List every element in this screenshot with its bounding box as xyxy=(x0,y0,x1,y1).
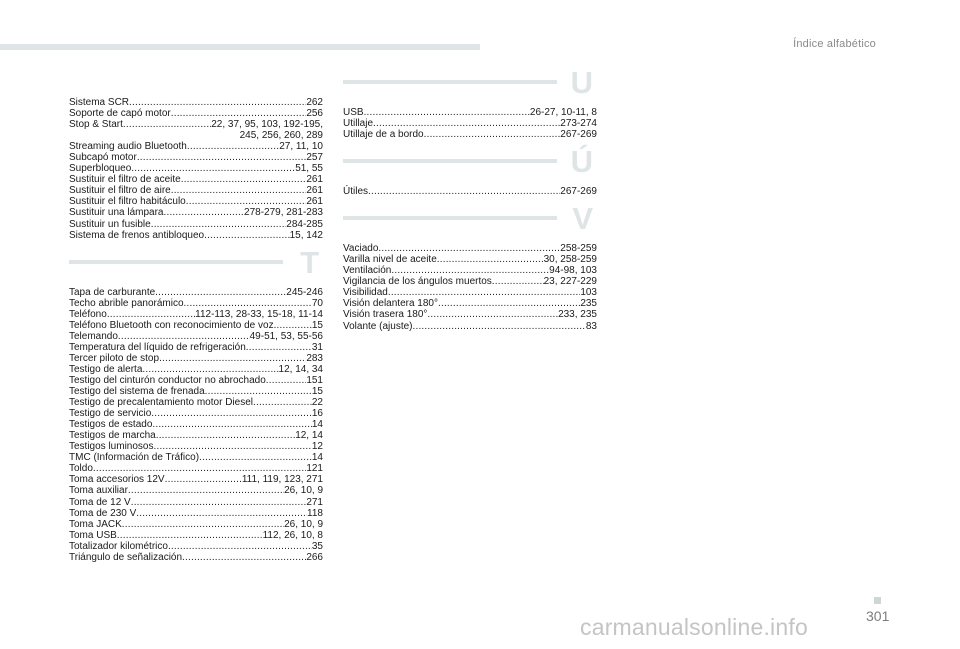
index-term: Útiles xyxy=(343,186,369,198)
index-entry xyxy=(69,163,323,174)
index-entry xyxy=(343,287,597,298)
index-term: Sistema SCR xyxy=(69,97,130,108)
dot-leader xyxy=(155,287,286,298)
index-term: Techo abrible panorámico xyxy=(69,297,184,309)
index-pages: 94-98, 103 xyxy=(549,265,597,277)
index-term: Sustituir una lámpara xyxy=(69,207,164,219)
index-pages: 70 xyxy=(311,297,323,309)
index-entry xyxy=(343,321,597,332)
dot-leader xyxy=(184,298,312,309)
index-pages: 245-246 xyxy=(286,286,323,298)
index-pages: 103 xyxy=(580,287,597,299)
index-term: USB xyxy=(343,107,364,118)
index-pages: 22, 37, 95, 103, 192-195, xyxy=(211,119,323,131)
index-pages: 118 xyxy=(307,507,323,519)
dot-leader xyxy=(136,508,307,519)
index-term: Sustituir el filtro de aceite xyxy=(69,174,181,186)
index-term: Utillaje de a bordo xyxy=(343,129,424,141)
index-term: Testigo de precalentamiento motor Diesel xyxy=(69,397,253,409)
index-entry xyxy=(69,497,323,508)
index-pages: 12 xyxy=(311,441,323,453)
dot-leader xyxy=(378,243,560,254)
dot-leader xyxy=(137,152,306,163)
index-entry xyxy=(69,364,323,375)
index-entry xyxy=(69,386,323,397)
index-entry xyxy=(69,419,323,430)
index-pages: 12, 14, 34 xyxy=(278,363,323,375)
index-term: Testigo de servicio xyxy=(69,408,152,420)
index-entry xyxy=(343,243,597,254)
index-pages: 267-269 xyxy=(560,186,597,198)
index-entry xyxy=(343,276,597,287)
index-term: Streaming audio Bluetooth xyxy=(69,141,187,153)
section-letter: U xyxy=(570,65,593,100)
index-pages: 278-279, 281-283 xyxy=(244,207,323,219)
index-pages: 261 xyxy=(306,185,323,197)
dot-leader xyxy=(122,519,284,530)
index-pages: 31 xyxy=(311,341,323,353)
index-pages: 266 xyxy=(306,551,323,563)
index-entry xyxy=(69,530,323,541)
index-term: Superbloqueo xyxy=(69,163,132,175)
index-term: Vigilancia de los ángulos muertos xyxy=(343,276,492,288)
section-bar xyxy=(343,159,557,163)
dot-leader xyxy=(123,119,211,130)
index-pages: 15, 142 xyxy=(289,229,323,241)
index-term: Toma auxiliar xyxy=(69,485,128,497)
dot-leader xyxy=(187,141,279,152)
index-term: Toma accesorios 12V xyxy=(69,474,165,486)
dot-leader xyxy=(117,530,263,541)
index-pages: 26-27, 10-11, 8 xyxy=(529,107,597,118)
dot-leader xyxy=(131,163,295,174)
index-term: Utillaje xyxy=(343,118,374,130)
dot-leader xyxy=(118,331,250,342)
dot-leader xyxy=(171,185,307,196)
index-pages: 83 xyxy=(585,320,597,332)
index-pages: 16 xyxy=(311,408,323,420)
index-entry xyxy=(69,119,323,130)
dot-leader xyxy=(93,463,306,474)
index-entry xyxy=(69,130,323,141)
dot-leader xyxy=(437,254,544,265)
index-term: Totalizador kilométrico xyxy=(69,540,168,552)
index-term: Sustituir un fusible xyxy=(69,218,151,230)
index-entry xyxy=(69,463,323,474)
dot-leader xyxy=(438,298,580,309)
index-pages: 12, 14 xyxy=(295,430,323,442)
index-entry xyxy=(69,309,323,320)
entries-v xyxy=(343,243,597,331)
index-pages: 245, 256, 260, 289 xyxy=(239,130,323,142)
section-bar xyxy=(343,80,557,84)
dot-leader xyxy=(151,408,312,419)
index-entry xyxy=(69,397,323,408)
index-entry xyxy=(69,331,323,342)
index-term: Visión trasera 180° xyxy=(343,309,428,321)
dot-leader xyxy=(131,497,307,508)
entries-u-accent xyxy=(343,186,597,197)
index-term: Testigo del sistema de frenada xyxy=(69,386,205,398)
dot-leader xyxy=(142,364,278,375)
index-term: TMC (Información de Tráfico) xyxy=(69,452,200,464)
index-pages: 22 xyxy=(311,397,323,409)
dot-leader xyxy=(424,129,561,140)
index-term: Sustituir el filtro de aire xyxy=(69,185,171,197)
index-entry xyxy=(69,174,323,185)
index-pages: 235 xyxy=(580,298,597,310)
index-pages: 111, 119, 123, 271 xyxy=(241,474,323,486)
page-header-title: Índice alfabético xyxy=(793,38,876,50)
index-entry xyxy=(69,207,323,218)
index-term: Vaciado xyxy=(343,243,379,255)
dot-leader xyxy=(274,320,312,331)
index-column-left xyxy=(69,97,323,563)
index-term: Visibilidad xyxy=(343,287,388,299)
index-column-right xyxy=(343,65,597,332)
section-letter: Ú xyxy=(570,144,593,180)
footer-marker xyxy=(874,597,881,604)
header-rule xyxy=(0,44,480,50)
index-term: Toma de 12 V xyxy=(69,496,131,508)
dot-leader xyxy=(153,441,311,452)
index-pages: 26, 10, 9 xyxy=(284,518,323,530)
index-pages: 30, 258-259 xyxy=(543,254,597,266)
index-pages: 14 xyxy=(311,419,323,431)
index-term: Volante (ajuste) xyxy=(343,320,413,332)
index-entry xyxy=(69,97,323,108)
index-term: Teléfono Bluetooth con reconocimiento de voz xyxy=(69,319,274,331)
index-term: Toma de 230 V xyxy=(69,507,137,519)
dot-leader xyxy=(266,375,307,386)
dot-leader xyxy=(152,419,311,430)
index-term: Varilla nivel de aceite xyxy=(343,254,437,266)
section-letter: V xyxy=(572,201,593,237)
dot-leader xyxy=(253,397,312,408)
index-pages: 256 xyxy=(306,108,323,120)
page-number: 301 xyxy=(866,608,890,624)
watermark-text: carmanualsonline.info xyxy=(580,614,808,640)
dot-leader xyxy=(373,118,560,129)
index-entry xyxy=(69,375,323,386)
index-term: Visión delantera 180° xyxy=(343,298,438,310)
index-entry xyxy=(69,196,323,207)
dot-leader xyxy=(181,174,307,185)
index-term: Testigo de alerta xyxy=(69,363,143,375)
index-entry xyxy=(69,185,323,196)
index-entry xyxy=(69,485,323,496)
index-entry xyxy=(69,430,323,441)
dot-leader xyxy=(204,230,290,241)
index-pages: 121 xyxy=(306,463,323,475)
index-entry xyxy=(69,441,323,452)
index-entry xyxy=(343,186,597,197)
index-pages: 49-51, 53, 55-56 xyxy=(249,330,323,342)
index-term: Sistema de frenos antibloqueo xyxy=(69,229,205,241)
index-term: Toma USB xyxy=(69,529,117,541)
section-letter: T xyxy=(300,244,319,280)
index-pages: 262 xyxy=(306,97,323,108)
index-entry xyxy=(69,298,323,309)
index-entry xyxy=(69,508,323,519)
index-term: Testigo del cinturón conductor no abrochado xyxy=(69,374,266,386)
dot-leader xyxy=(159,353,306,364)
dot-leader xyxy=(413,321,586,332)
index-term: Stop & Start xyxy=(69,119,123,131)
section-bar xyxy=(343,216,557,220)
entries-t xyxy=(69,287,323,563)
index-pages: 257 xyxy=(306,152,323,164)
index-pages: 27, 11, 10 xyxy=(279,141,323,153)
index-entry xyxy=(343,265,597,276)
index-pages: 112-113, 28-33, 15-18, 11-14 xyxy=(195,308,323,320)
index-pages: 15 xyxy=(311,386,323,398)
index-entry xyxy=(69,141,323,152)
index-entry xyxy=(343,129,597,140)
index-term: Testigos de estado xyxy=(69,419,153,431)
dot-leader xyxy=(368,186,560,197)
section-header-u-accent xyxy=(343,146,597,182)
index-term: Toma JACK xyxy=(69,518,122,530)
index-pages: 271 xyxy=(306,496,323,508)
index-entry xyxy=(69,108,323,119)
index-term: Ventilación xyxy=(343,265,392,277)
index-term: Temperatura del líquido de refrigeración xyxy=(69,341,246,353)
dot-leader xyxy=(388,287,580,298)
index-pages: 15 xyxy=(311,319,323,331)
index-entry xyxy=(69,219,323,230)
index-pages: 151 xyxy=(306,374,323,386)
index-entry xyxy=(69,353,323,364)
index-pages: 14 xyxy=(311,452,323,464)
entries-u xyxy=(343,107,597,140)
entries-s xyxy=(69,97,323,241)
dot-leader xyxy=(171,108,307,119)
dot-leader xyxy=(427,309,558,320)
index-entry xyxy=(69,519,323,530)
index-term: Tercer piloto de stop xyxy=(69,352,160,364)
dot-leader xyxy=(492,276,544,287)
index-entry xyxy=(343,298,597,309)
index-pages: 51, 55 xyxy=(295,163,323,175)
dot-leader xyxy=(205,386,312,397)
index-entry xyxy=(69,342,323,353)
index-term: Triángulo de señalización xyxy=(69,551,183,563)
index-entry xyxy=(343,254,597,265)
dot-leader xyxy=(364,107,530,118)
index-entry xyxy=(69,552,323,563)
index-pages: 112, 26, 10, 8 xyxy=(262,529,323,541)
index-term: Sustituir el filtro habitáculo xyxy=(69,196,186,208)
dot-leader xyxy=(186,196,307,207)
dot-leader xyxy=(182,552,306,563)
index-term: Testigos de marcha xyxy=(69,430,156,442)
index-pages: 261 xyxy=(306,196,323,208)
index-pages: 267-269 xyxy=(560,129,597,141)
dot-leader xyxy=(129,97,306,108)
dot-leader xyxy=(164,207,245,218)
index-pages: 284-285 xyxy=(286,218,323,230)
index-pages: 273-274 xyxy=(560,118,597,130)
dot-leader xyxy=(165,474,242,485)
index-pages: 233, 235 xyxy=(558,309,597,321)
index-entry xyxy=(69,408,323,419)
index-entry xyxy=(343,118,597,129)
dot-leader xyxy=(199,452,312,463)
index-pages: 23, 227-229 xyxy=(543,276,597,288)
index-entry xyxy=(343,107,597,118)
index-entry xyxy=(343,309,597,320)
index-pages: 258-259 xyxy=(560,243,597,255)
index-term: Toldo xyxy=(69,463,93,475)
index-term: Soporte de capó motor xyxy=(69,108,171,120)
index-entry xyxy=(69,230,323,241)
section-header-v xyxy=(343,203,597,239)
index-entry xyxy=(69,152,323,163)
dot-leader xyxy=(151,219,287,230)
index-term: Subcapó motor xyxy=(69,152,137,164)
index-term: Testigos luminosos xyxy=(69,441,154,453)
dot-leader xyxy=(246,342,312,353)
index-pages: 283 xyxy=(306,352,323,364)
index-pages: 261 xyxy=(306,174,323,186)
section-bar xyxy=(69,260,283,264)
index-pages: 26, 10, 9 xyxy=(284,485,323,497)
index-entry xyxy=(69,474,323,485)
section-header-t xyxy=(69,244,323,283)
index-term: Teléfono xyxy=(69,308,107,320)
index-entry xyxy=(69,452,323,463)
section-header-u xyxy=(343,67,597,103)
index-entry xyxy=(69,287,323,298)
index-entry xyxy=(69,320,323,331)
index-term: Tapa de carburante xyxy=(69,286,156,298)
index-entry xyxy=(69,541,323,552)
dot-leader xyxy=(107,309,195,320)
dot-leader xyxy=(156,430,295,441)
dot-leader xyxy=(128,485,284,496)
index-term: Telemando xyxy=(69,330,118,342)
dot-leader xyxy=(391,265,549,276)
index-pages: 35 xyxy=(311,540,323,552)
dot-leader xyxy=(168,541,312,552)
